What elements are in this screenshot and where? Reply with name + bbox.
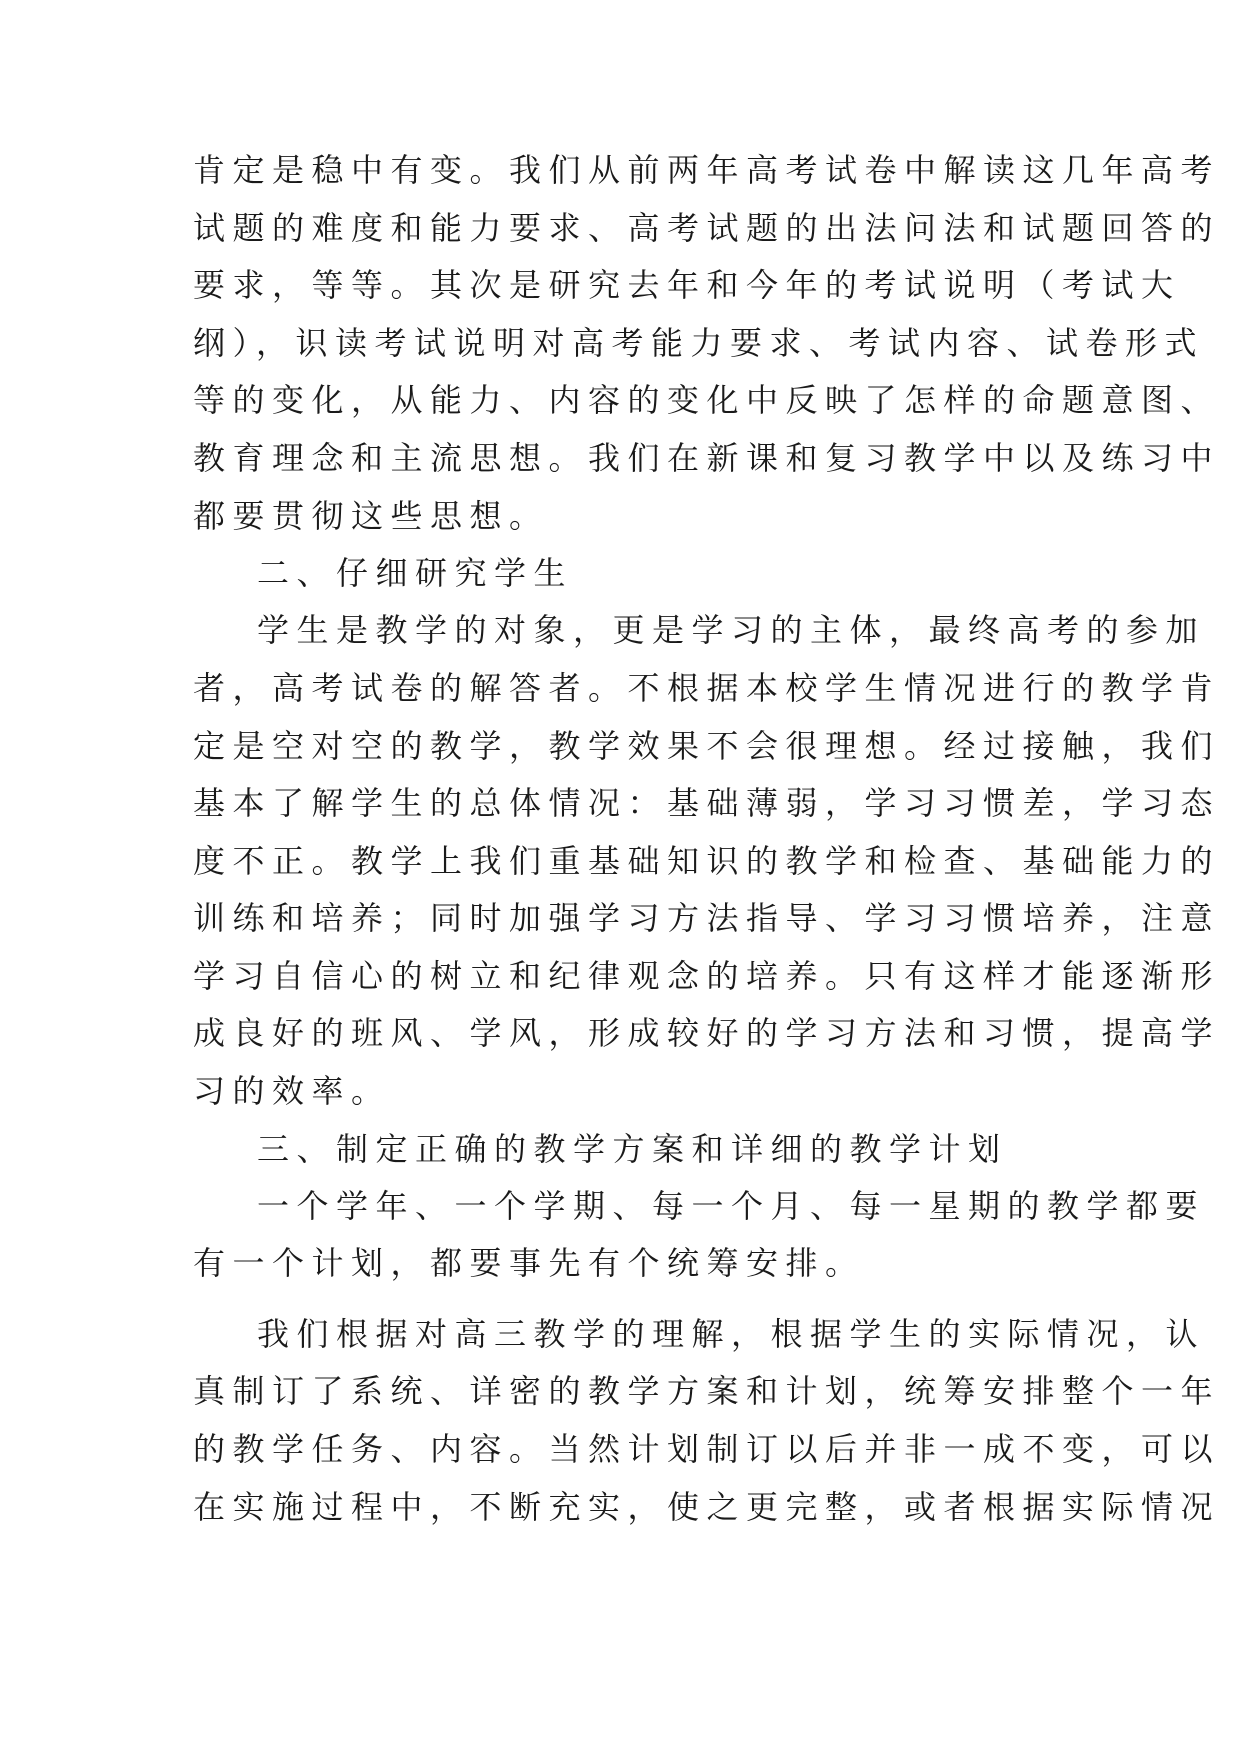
text-line: 我们根据对高三教学的理解，根据学生的实际情况，认 [257,1315,1206,1353]
text-line: 在实施过程中，不断充实，使之更完整，或者根据实际情况 [193,1488,1221,1526]
text-line: 真制订了系统、详密的教学方案和计划，统筹安排整个一年 [193,1372,1221,1410]
text-line: 有一个计划，都要事先有个统筹安排。 [193,1244,865,1282]
text-line: 定是空对空的教学，教学效果不会很理想。经过接触，我们 [193,727,1221,765]
text-line: 学习自信心的树立和纪律观念的培养。只有这样才能逐渐形 [193,957,1221,995]
text-line: 一个学年、一个学期、每一个月、每一星期的教学都要 [257,1187,1206,1225]
section-heading: 二、仔细研究学生 [257,554,574,592]
text-line: 要求，等等。其次是研究去年和今年的考试说明（考试大 [193,266,1181,304]
text-line: 都要贯彻这些思想。 [193,497,549,535]
text-line: 肯定是稳中有变。我们从前两年高考试卷中解读这几年高考 [193,151,1221,189]
text-line: 学生是教学的对象，更是学习的主体，最终高考的参加 [257,611,1206,649]
text-line: 等的变化，从能力、内容的变化中反映了怎样的命题意图、 [193,381,1221,419]
text-line: 基本了解学生的总体情况：基础薄弱，学习习惯差，学习态 [193,784,1221,822]
text-line: 成良好的班风、学风，形成较好的学习方法和习惯，提高学 [193,1014,1221,1052]
section-heading: 三、制定正确的教学方案和详细的教学计划 [257,1130,1008,1168]
text-line: 习的效率。 [193,1072,391,1110]
text-line: 的教学任务、内容。当然计划制订以后并非一成不变，可以 [193,1430,1221,1468]
text-line: 训练和培养；同时加强学习方法指导、学习习惯培养，注意 [193,899,1221,937]
text-line: 教育理念和主流思想。我们在新课和复习教学中以及练习中 [193,439,1221,477]
text-line: 纲），识读考试说明对高考能力要求、考试内容、试卷形式 [193,324,1205,362]
text-line: 试题的难度和能力要求、高考试题的出法问法和试题回答的 [193,209,1221,247]
text-line: 者，高考试卷的解答者。不根据本校学生情况进行的教学肯 [193,669,1221,707]
text-line: 度不正。教学上我们重基础知识的教学和检查、基础能力的 [193,842,1221,880]
